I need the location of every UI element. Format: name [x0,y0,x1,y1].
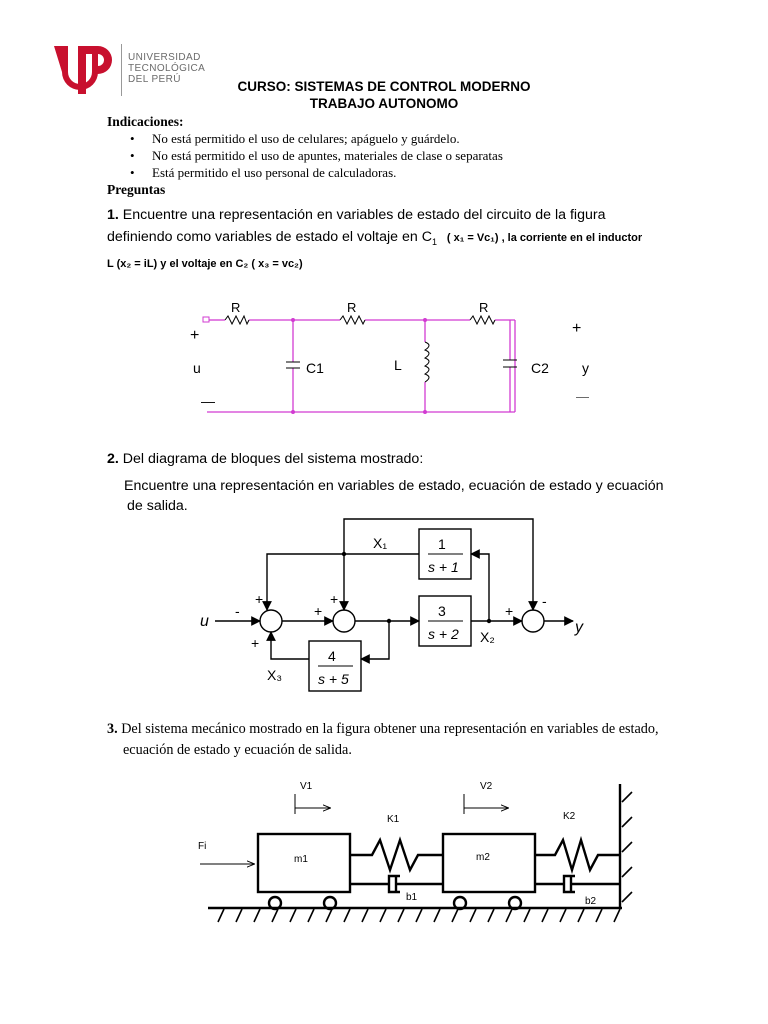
block-3-numerator: 4 [328,648,336,664]
spring-k2 [535,840,620,870]
block-2-numerator: 3 [438,603,446,619]
input-u-label: u [200,613,209,630]
x2-label: X₂ [480,629,495,645]
q3-line-2: ecuación de estado y ecuación de salida. [123,742,352,758]
block-diagram [195,512,605,697]
fi-label: Fi [198,841,207,852]
input-plus: + [190,327,200,344]
damper-b1 [350,876,443,892]
c2-label: C2 [531,360,549,376]
block-2-denominator: s + 2 [428,626,459,642]
s2-plus-left: + [314,603,323,619]
input-u: u [193,360,201,376]
instruction-item: • Está permitido el uso personal de calculadoras. [130,165,397,180]
bullet-icon: • [130,165,135,180]
question-3 [107,719,659,761]
x3-label: X₃ [267,667,283,683]
s1-minus: - [235,603,240,619]
resistor-r2 [340,316,365,324]
q2-line-2: Encuentre una representación en variables de estado, ecuación de estado y ecuación [124,478,664,494]
m2-label: m2 [476,852,490,863]
k2-label: K2 [563,811,576,822]
output-minus: — [576,389,589,404]
q2-line-3: de salida. [127,498,188,514]
c1-label: C1 [306,360,324,376]
bullet-icon: • [130,148,135,163]
output-y: y [582,360,589,376]
logo-line-2: TECNOLÓGICA [128,63,206,74]
question-1 [107,204,697,275]
questions-heading: Preguntas [107,182,166,197]
r1-label: R [231,300,241,315]
summing-junction-2 [333,610,355,632]
logo-line-3: DEL PERÚ [128,74,181,85]
s3-minus-top: - [542,593,547,609]
resistor-r1 [225,316,249,324]
l-label: L [394,357,402,373]
logo-line-1: UNIVERSIDAD [128,52,201,63]
course-title: CURSO: SISTEMAS DE CONTROL MODERNO [237,79,531,94]
s1-plus-bottom: + [251,635,260,651]
summing-junction-1 [260,610,282,632]
q1-line-2: definiendo como variables de estado el voltaje en $C_1$ ( x₁ = Vc₁) , la corriente en el inductor [107,229,643,247]
v2-label: V2 [480,781,493,792]
inductor-l [425,342,429,382]
s1-plus-top: + [255,591,264,607]
s3-plus-left: + [505,603,514,619]
block-3-denominator: s + 5 [318,671,349,687]
s2-plus-top: + [330,591,339,607]
block-1-numerator: 1 [438,536,446,552]
summing-junction-3 [522,610,544,632]
circuit-diagram [185,290,605,420]
x1-label: X₁ [373,535,388,551]
bullet-icon: • [130,131,135,146]
k1-label: K1 [387,814,400,825]
q3-line-1: 3. Del sistema mecánico mostrado en la figura obtener una representación en variables de estado, [107,721,659,737]
question-2 [107,448,423,470]
question-2-body [124,476,664,516]
output-y-label: y [575,619,583,636]
instruction-item: • No está permitido el uso de celulares; apáguelo y guárdelo. [130,131,460,146]
mass-m2 [443,834,535,892]
instruction-item: • No está permitido el uso de apuntes, materiales de clase o separatas [130,148,503,163]
input-minus: — [201,393,215,409]
b2-label: b2 [585,896,597,907]
instructions-heading: Indicaciones: [107,114,184,129]
b1-label: b1 [406,892,418,903]
mechanical-diagram [190,772,640,937]
q1-line-3: L (x₂ = iL) y el voltaje en C₂ ( x₃ = vc₂) [107,257,303,270]
q2-line-1: 2. Del diagrama de bloques del sistema mostrado: [107,451,424,467]
capacitor-c1 [286,362,300,368]
v1-label: V1 [300,781,313,792]
spring-k1 [350,840,443,870]
damper-b2 [535,876,620,892]
r3-label: R [479,300,489,315]
r2-label: R [347,300,357,315]
q1-line-1: 1. Encuentre una representación en variables de estado del circuito de la figura [107,207,606,223]
document-subtitle: TRABAJO AUTONOMO [309,96,459,111]
resistor-r3 [470,316,495,324]
output-plus: + [572,320,582,337]
m1-label: m1 [294,854,308,865]
block-1-denominator: s + 1 [428,559,459,575]
